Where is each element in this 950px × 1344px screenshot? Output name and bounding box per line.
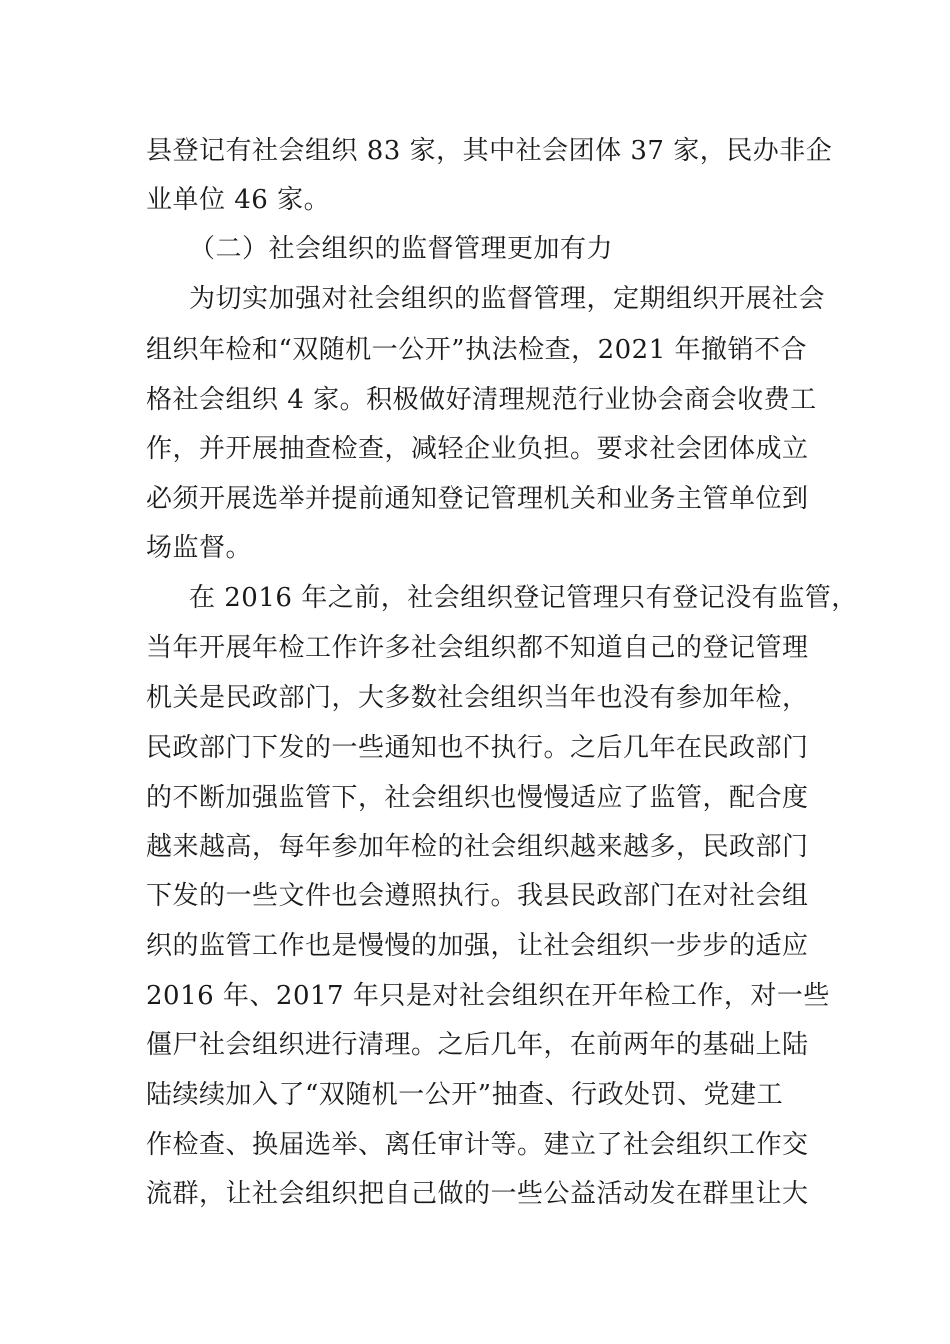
text-line: 组织年检和“双随机一公开”执法检查，2021 年撤销不合: [146, 335, 808, 365]
text-line: 在 2016 年之前，社会组织登记管理只有登记没有监管，: [189, 583, 858, 613]
text-line: 的不断加强监管下，社会组织也慢慢适应了监管，配合度: [146, 783, 809, 813]
text-line: 下发的一些文件也会遵照执行。我县民政部门在对社会组: [146, 881, 809, 911]
text-line: 流群，让社会组织把自己做的一些公益活动发在群里让大: [146, 1179, 809, 1209]
text-line: 陆续续加入了“双随机一公开”抽查、行政处罚、党建工: [146, 1080, 784, 1110]
text-line: 2016 年、2017 年只是对社会组织在开年检工作，对一些: [146, 981, 830, 1011]
text-line: 机关是民政部门，大多数社会组织当年也没有参加年检，: [146, 683, 809, 713]
text-line: 场监督。: [146, 533, 253, 563]
text-line: 作检查、换届选举、离任审计等。建立了社会组织工作交: [146, 1130, 809, 1160]
text-line: 织的监管工作也是慢慢的加强，让社会组织一步步的适应: [146, 931, 809, 961]
text-line: 县登记有社会组织 83 家，其中社会团体 37 家，民办非企: [146, 136, 833, 166]
text-line: 民政部门下发的一些通知也不执行。之后几年在民政部门: [146, 733, 809, 763]
text-line: 僵尸社会组织进行清理。之后几年，在前两年的基础上陆: [146, 1030, 809, 1060]
text-line: 必须开展选举并提前通知登记管理机关和业务主管单位到: [146, 484, 809, 514]
section-heading: （二）社会组织的监督管理更加有力: [189, 234, 614, 264]
text-line: 作，并开展抽查检查，减轻企业负担。要求社会团体成立: [146, 434, 809, 464]
text-line: 为切实加强对社会组织的监督管理，定期组织开展社会: [189, 284, 826, 314]
text-line: 当年开展年检工作许多社会组织都不知道自己的登记管理: [146, 633, 809, 663]
text-line: 越来越高，每年参加年检的社会组织越来越多，民政部门: [146, 832, 809, 862]
text-line: 格社会组织 4 家。积极做好清理规范行业协会商会收费工: [146, 385, 817, 415]
text-line: 业单位 46 家。: [146, 185, 331, 215]
